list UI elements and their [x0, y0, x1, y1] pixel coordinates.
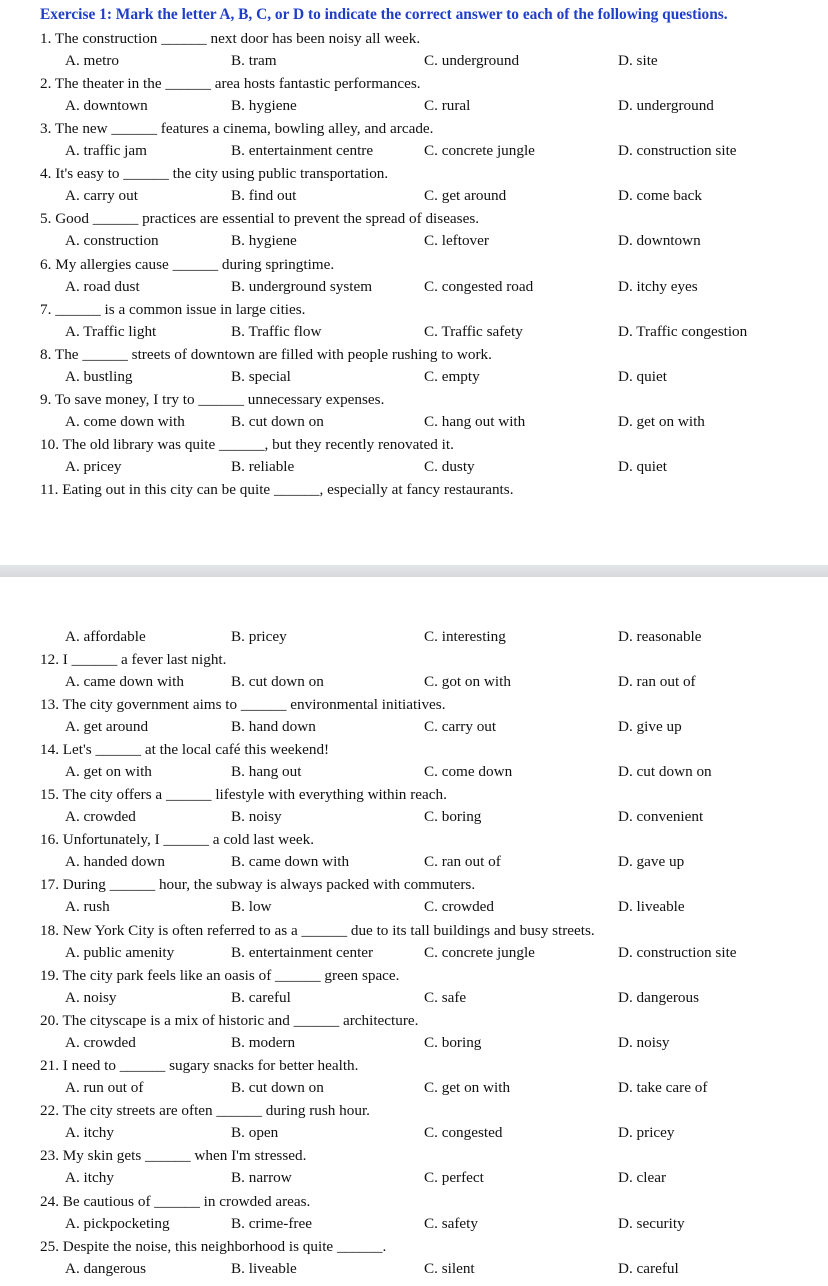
question-stem: 2. The theater in the ______ area hosts fantastic performances.: [40, 75, 421, 92]
option-b: B. careful: [231, 989, 291, 1006]
option-d: D. gave up: [618, 853, 685, 870]
option-c: C. rural: [424, 97, 471, 114]
option-a: A. run out of: [65, 1079, 144, 1096]
question-stem: 4. It's easy to ______ the city using public transportation.: [40, 165, 389, 182]
option-d: D. underground: [618, 97, 714, 114]
option-a: A. get on with: [65, 763, 152, 780]
option-c: C. get on with: [424, 1079, 511, 1096]
option-c: C. crowded: [424, 898, 495, 915]
answer-options: [0, 1169, 828, 1187]
option-a: A. came down with: [65, 673, 184, 690]
option-a: A. itchy: [65, 1169, 114, 1186]
option-b: B. hygiene: [231, 97, 297, 114]
option-b: B. open: [231, 1124, 279, 1141]
option-a: A. get around: [65, 718, 149, 735]
answer-options: [0, 413, 828, 431]
answer-options: [0, 52, 828, 70]
option-c: C. dusty: [424, 458, 475, 475]
option-a: A. construction: [65, 232, 159, 249]
answer-options: [0, 278, 828, 296]
option-d: D. site: [618, 52, 658, 69]
option-c: C. silent: [424, 1260, 475, 1277]
option-c: C. get around: [424, 187, 507, 204]
option-b: B. special: [231, 368, 291, 385]
option-c: C. underground: [424, 52, 520, 69]
answer-options: [0, 232, 828, 250]
option-b: B. hand down: [231, 718, 316, 735]
option-a: A. dangerous: [65, 1260, 146, 1277]
answer-options: [0, 853, 828, 871]
option-d: D. get on with: [618, 413, 705, 430]
option-c: C. perfect: [424, 1169, 484, 1186]
option-c: C. safe: [424, 989, 467, 1006]
option-c: C. congested road: [424, 278, 534, 295]
option-d: D. noisy: [618, 1034, 670, 1051]
question-stem: 8. The ______ streets of downtown are filled with people rushing to work.: [40, 346, 492, 363]
option-d: D. itchy eyes: [618, 278, 698, 295]
option-a: A. affordable: [65, 628, 146, 645]
question-stem: 7. ______ is a common issue in large cities.: [40, 301, 306, 318]
option-d: D. convenient: [618, 808, 704, 825]
answer-options: [0, 673, 828, 691]
option-d: D. take care of: [618, 1079, 708, 1096]
option-a: A. traffic jam: [65, 142, 147, 159]
answer-options: [0, 944, 828, 962]
question-stem: 13. The city government aims to ______ environmental initiatives.: [40, 696, 446, 713]
question-stem: 20. The cityscape is a mix of historic and ______ architecture.: [40, 1012, 419, 1029]
option-b: B. pricey: [231, 628, 287, 645]
option-a: A. pricey: [65, 458, 122, 475]
question-stem: 5. Good ______ practices are essential to prevent the spread of diseases.: [40, 210, 480, 227]
option-d: D. ran out of: [618, 673, 696, 690]
option-a: A. road dust: [65, 278, 140, 295]
answer-options: [0, 97, 828, 115]
option-b: B. low: [231, 898, 272, 915]
option-d: D. clear: [618, 1169, 667, 1186]
question-stem: 14. Let's ______ at the local café this weekend!: [40, 741, 330, 758]
option-d: D. reasonable: [618, 628, 702, 645]
answer-options: [0, 898, 828, 916]
option-a: A. bustling: [65, 368, 133, 385]
option-b: B. hygiene: [231, 232, 297, 249]
question-stem: 12. I ______ a fever last night.: [40, 651, 227, 668]
question-stem: 21. I need to ______ sugary snacks for better health.: [40, 1057, 359, 1074]
option-c: C. boring: [424, 808, 482, 825]
option-a: A. carry out: [65, 187, 138, 204]
option-c: C. Traffic safety: [424, 323, 523, 340]
answer-options: [0, 1215, 828, 1233]
option-c: C. interesting: [424, 628, 506, 645]
option-b: B. crime-free: [231, 1215, 312, 1232]
option-a: A. handed down: [65, 853, 165, 870]
option-d: D. quiet: [618, 458, 667, 475]
answer-options: [0, 142, 828, 160]
option-c: C. concrete jungle: [424, 944, 535, 961]
question-stem: 25. Despite the noise, this neighborhood is quite ______.: [40, 1238, 387, 1255]
option-b: B. liveable: [231, 1260, 297, 1277]
option-b: B. find out: [231, 187, 297, 204]
question-stem: 17. During ______ hour, the subway is always packed with commuters.: [40, 876, 476, 893]
option-c: C. hang out with: [424, 413, 526, 430]
answer-options: [0, 628, 828, 646]
option-c: C. ran out of: [424, 853, 501, 870]
option-b: B. reliable: [231, 458, 295, 475]
question-stem: 19. The city park feels like an oasis of ______ green space.: [40, 967, 400, 984]
answer-options: [0, 1260, 828, 1278]
answer-options: [0, 718, 828, 736]
answer-options: [0, 1034, 828, 1052]
option-b: B. noisy: [231, 808, 282, 825]
option-d: D. construction site: [618, 142, 737, 159]
answer-options: [0, 323, 828, 341]
question-stem: 18. New York City is often referred to as a ______ due to its tall buildings and busy streets.: [40, 922, 595, 939]
option-c: C. safety: [424, 1215, 478, 1232]
option-c: C. carry out: [424, 718, 497, 735]
option-a: A. Traffic light: [65, 323, 157, 340]
option-d: D. liveable: [618, 898, 685, 915]
question-stem: 3. The new ______ features a cinema, bowling alley, and arcade.: [40, 120, 434, 137]
question-stem: 9. To save money, I try to ______ unnecessary expenses.: [40, 391, 385, 408]
option-d: D. security: [618, 1215, 685, 1232]
option-d: D. careful: [618, 1260, 679, 1277]
option-a: A. crowded: [65, 1034, 136, 1051]
option-d: D. dangerous: [618, 989, 699, 1006]
option-d: D. downtown: [618, 232, 701, 249]
answer-options: [0, 763, 828, 781]
option-b: B. entertainment center: [231, 944, 374, 961]
option-d: D. quiet: [618, 368, 667, 385]
question-stem: 15. The city offers a ______ lifestyle with everything within reach.: [40, 786, 447, 803]
option-c: C. congested: [424, 1124, 503, 1141]
page-divider: [0, 565, 828, 577]
question-stem: 1. The construction ______ next door has been noisy all week.: [40, 30, 421, 47]
answer-options: [0, 989, 828, 1007]
question-stem: 22. The city streets are often ______ during rush hour.: [40, 1102, 370, 1119]
option-a: A. itchy: [65, 1124, 114, 1141]
option-d: D. construction site: [618, 944, 737, 961]
option-b: B. came down with: [231, 853, 350, 870]
option-a: A. noisy: [65, 989, 117, 1006]
question-stem: 10. The old library was quite ______, but they recently renovated it.: [40, 436, 454, 453]
option-b: B. hang out: [231, 763, 302, 780]
option-a: A. come down with: [65, 413, 185, 430]
question-stem: 11. Eating out in this city can be quite ______, especially at fancy restaurants.: [40, 481, 514, 498]
option-b: B. modern: [231, 1034, 296, 1051]
option-c: C. got on with: [424, 673, 511, 690]
question-stem: 23. My skin gets ______ when I'm stressed.: [40, 1147, 307, 1164]
question-stem: 24. Be cautious of ______ in crowded areas.: [40, 1193, 311, 1210]
question-stem: 6. My allergies cause ______ during springtime.: [40, 256, 335, 273]
option-b: B. cut down on: [231, 413, 324, 430]
option-b: B. entertainment centre: [231, 142, 374, 159]
option-c: C. leftover: [424, 232, 489, 249]
option-c: C. concrete jungle: [424, 142, 535, 159]
option-a: A. pickpocketing: [65, 1215, 170, 1232]
answer-options: [0, 458, 828, 476]
option-a: A. metro: [65, 52, 119, 69]
option-b: B. Traffic flow: [231, 323, 322, 340]
answer-options: [0, 368, 828, 386]
option-d: D. cut down on: [618, 763, 712, 780]
answer-options: [0, 808, 828, 826]
option-b: B. tram: [231, 52, 277, 69]
answer-options: [0, 187, 828, 205]
option-d: D. Traffic congestion: [618, 323, 748, 340]
option-c: C. boring: [424, 1034, 482, 1051]
option-d: D. come back: [618, 187, 702, 204]
option-b: B. narrow: [231, 1169, 292, 1186]
answer-options: [0, 1124, 828, 1142]
option-b: B. cut down on: [231, 673, 324, 690]
option-a: A. rush: [65, 898, 110, 915]
option-d: D. give up: [618, 718, 682, 735]
option-c: C. come down: [424, 763, 513, 780]
option-a: A. downtown: [65, 97, 148, 114]
exercise-title: Exercise 1: Mark the letter A, B, C, or D to indicate the correct answer to each of the following questions.: [40, 6, 728, 23]
option-d: D. pricey: [618, 1124, 675, 1141]
option-b: B. cut down on: [231, 1079, 324, 1096]
option-b: B. underground system: [231, 278, 373, 295]
answer-options: [0, 1079, 828, 1097]
question-stem: 16. Unfortunately, I ______ a cold last week.: [40, 831, 315, 848]
option-c: C. empty: [424, 368, 480, 385]
option-a: A. public amenity: [65, 944, 175, 961]
option-a: A. crowded: [65, 808, 136, 825]
